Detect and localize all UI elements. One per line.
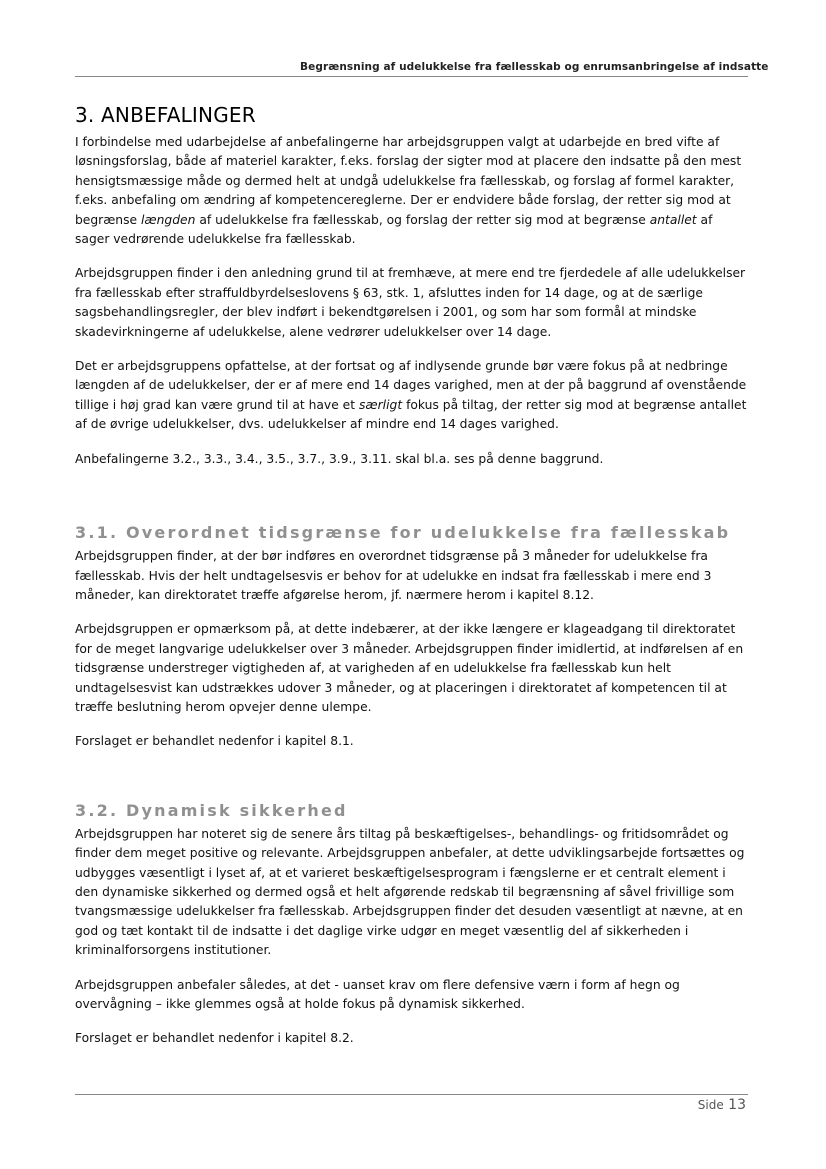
paragraph-text: Det er arbejdsgruppens opfattelse, at der fortsat og af indlysende grunde bør være fokus på at nedbringe længden af de udelukkelser, der er af mere end 14 dages varighed, men at der på baggrund af ovenstående tillige i høj grad kan være grund til at have et [75,359,747,412]
paragraph-statistics: Arbejdsgruppen finder i den anledning grund til at fremhæve, at mere end tre fjerdedele af alle udelukkelser fra fællesskab efter straffuldbyrdelseslovens § 63, stk. 1, afsluttes inden for 14 dage, og at de særlige sagsbehandlingsregler, der blev indført i bekendtgørelsen i 2001, og som har som formål at mindske skadevirkningerne af udelukkelse, alene vedrører udelukkelser over 14 dage. [75,266,746,339]
page-label: Side [697,1098,724,1112]
page-body [75,103,748,1064]
spacer [75,767,748,801]
paragraph-text: I forbindelse med udarbejdelse af anbefalingerne har arbejdsgruppen valgt at udarbejde en bred vifte af løsningsforslag, både af materiel karakter, f.eks. forslag der sigter mod at placere den indsatte på den mest hensigtsmæssige måde og dermed helt at undgå udelukkelse fra fællesskab, og forslag af formel karakter, f.eks. anbefaling om ændring af kompetencereglerne. Der er endvidere både forslag, der retter sig mod at begrænse [75,135,742,227]
emphasis-text: særligt [358,397,403,412]
paragraph-text: fokus på tiltag, der retter sig mod at begrænse antallet af de øvrige udelukkelser, dvs. udelukkelser af mindre end 14 dages varighed. [75,397,747,432]
paragraph-3-2-b: Arbejdsgruppen anbefaler således, at det - uanset krav om flere defensive værn i form af hegn og overvågning – ikke glemmes også at holde fokus på dynamisk sikkerhed. [75,977,680,1011]
paragraph-3-1-b: Arbejdsgruppen er opmærksom på, at dette indebærer, at der ikke længere er klageadgang til direktoratet for de meget langvarige udelukkelser over 3 måneder. Arbejdsgruppen finder imidlertid, at indførelsen af en tidsgrænse understreger vigtigheden af, at varigheden af en udelukkelse fra fællesskab kun helt undtagelsesvist kan udstrækkes udover 3 måneder, og at placeringen i direktoratet af kompetencen til at træffe beslutning herom opvejer denne ulempe. [75,622,744,714]
paragraph-intro [75,133,748,249]
spacer [75,484,748,523]
page-number: 13 [728,1097,746,1113]
running-header: Begrænsning af udelukkelse fra fællesskab og enrumsanbringelse af indsatte [300,61,769,73]
paragraph-3-2-c: Forslaget er behandlet nedenfor i kapitel 8.2. [75,1031,354,1046]
header-rule [75,76,748,77]
emphasis-text: længden [140,212,196,227]
section-heading-3-1: 3.1. Overordnet tidsgrænse for udelukkelse fra fællesskab [75,523,731,543]
paragraph-3-2-a: Arbejdsgruppen har noteret sig de senere års tiltag på beskæftigelses-, behandlings- og fritidsområdet og finder dem meget positive og relevante. Arbejdsgruppen anbefaler, at dette udviklingsarbejde fortsættes og udbygges væsentligt i lyset af, at et varieret beskæftigelsesprogram i fængslerne er et centralt element i den dynamiske sikkerhed og dermed også et helt afgørende redskab til begrænsning af såvel frivillige som tvangsmæssige udelukkelser fra fællesskab. Arbejdsgruppen finder det desuden væsentligt at nævne, at en god og tæt kontakt til de indsatte i det daglige virke udgør en meget væsentlig del af sikkerheden i kriminalforsorgens institutioner. [75,826,745,958]
paragraph-text: af sager vedrørende udelukkelse fra fællesskab. [75,212,713,247]
chapter-heading: 3. ANBEFALINGER [75,103,256,127]
paragraph-recommendations-ref: Anbefalingerne 3.2., 3.3., 3.4., 3.5., 3.7., 3.9., 3.11. skal bl.a. ses på denne baggrund. [75,451,604,466]
section-heading-3-2: 3.2. Dynamisk sikkerhed [75,800,348,820]
paragraph-3-1-a: Arbejdsgruppen finder, at der bør indføres en overordnet tidsgrænse på 3 måneder for udelukkelse fra fællesskab. Hvis der helt undtagelsesvis er behov for at udelukke en indsat fra fællesskab i mere end 3 måneder, kan direktoratet træffe afgørelse herom, jf. nærmere herom i kapitel 8.12. [75,549,712,602]
paragraph-text: af udelukkelse fra fællesskab, og forslag der retter sig mod at begrænse [195,212,650,227]
emphasis-text: antallet [649,212,697,227]
footer-rule [75,1094,748,1095]
paragraph-opinion [75,357,748,435]
page-footer [698,1097,746,1113]
paragraph-3-1-c: Forslaget er behandlet nedenfor i kapitel 8.1. [75,734,354,749]
